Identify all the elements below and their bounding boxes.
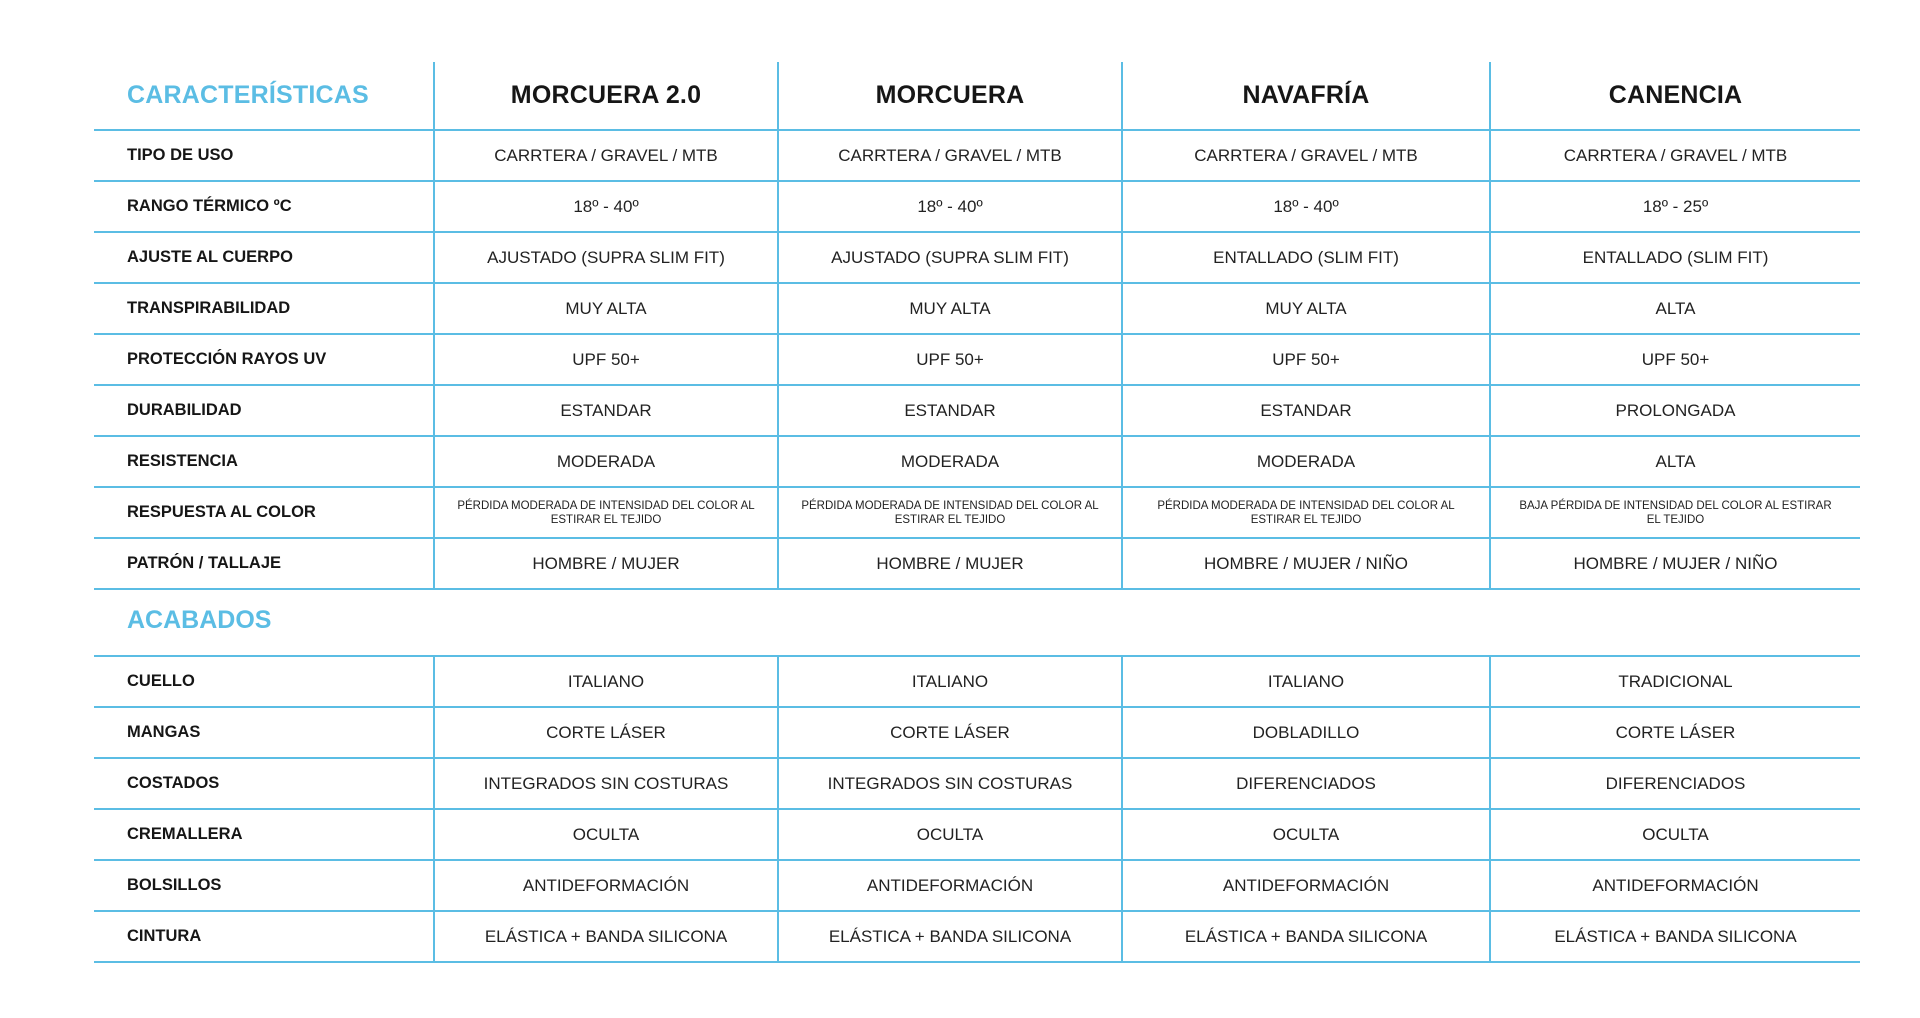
row-label: CREMALLERA	[94, 809, 434, 860]
table-cell: UPF 50+	[1490, 334, 1860, 385]
table-cell: MODERADA	[778, 436, 1122, 487]
table-cell: ESTANDAR	[778, 385, 1122, 436]
table-cell: ELÁSTICA + BANDA SILICONA	[1122, 911, 1490, 962]
row-label: TIPO DE USO	[94, 130, 434, 181]
row-label: CINTURA	[94, 911, 434, 962]
table-cell: CORTE LÁSER	[434, 707, 778, 758]
table-cell: 18º - 40º	[1122, 181, 1490, 232]
product-header-morcuera-2: MORCUERA 2.0	[434, 62, 778, 130]
table-cell: HOMBRE / MUJER / NIÑO	[1490, 538, 1860, 589]
table-cell: ANTIDEFORMACIÓN	[1490, 860, 1860, 911]
table-row	[94, 130, 1860, 181]
table-cell: OCULTA	[1122, 809, 1490, 860]
table-cell: ENTALLADO (SLIM FIT)	[1122, 232, 1490, 283]
table-cell: MODERADA	[434, 436, 778, 487]
table-row	[94, 809, 1860, 860]
product-header-canencia: CANENCIA	[1490, 62, 1860, 130]
table-cell: UPF 50+	[434, 334, 778, 385]
row-label: BOLSILLOS	[94, 860, 434, 911]
table-cell: ANTIDEFORMACIÓN	[1122, 860, 1490, 911]
row-label: RESPUESTA AL COLOR	[94, 487, 434, 538]
table-cell: MODERADA	[1122, 436, 1490, 487]
table-cell: PÉRDIDA MODERADA DE INTENSIDAD DEL COLOR AL ESTIRAR EL TEJIDO	[434, 487, 778, 538]
row-label: DURABILIDAD	[94, 385, 434, 436]
table-cell: CARRTERA / GRAVEL / MTB	[1490, 130, 1860, 181]
table-cell: CORTE LÁSER	[778, 707, 1122, 758]
table-cell: ELÁSTICA + BANDA SILICONA	[778, 911, 1122, 962]
table-cell: CARRTERA / GRAVEL / MTB	[1122, 130, 1490, 181]
acabados-title: ACABADOS	[127, 606, 272, 634]
table-cell: CARRTERA / GRAVEL / MTB	[778, 130, 1122, 181]
table-row	[94, 385, 1860, 436]
table-cell: HOMBRE / MUJER / NIÑO	[1122, 538, 1490, 589]
table-cell: MUY ALTA	[778, 283, 1122, 334]
table-cell: ESTANDAR	[1122, 385, 1490, 436]
table-cell: ALTA	[1490, 436, 1860, 487]
caracteristicas-title: CARACTERÍSTICAS	[94, 62, 434, 130]
table-cell: TRADICIONAL	[1490, 657, 1860, 707]
table-cell: CARRTERA / GRAVEL / MTB	[434, 130, 778, 181]
table-cell: ANTIDEFORMACIÓN	[434, 860, 778, 911]
table-row	[94, 538, 1860, 589]
table-cell: OCULTA	[434, 809, 778, 860]
table-row	[94, 436, 1860, 487]
table-cell: ITALIANO	[1122, 657, 1490, 707]
table-cell: ELÁSTICA + BANDA SILICONA	[1490, 911, 1860, 962]
table-cell: CORTE LÁSER	[1490, 707, 1860, 758]
table-cell: DOBLADILLO	[1122, 707, 1490, 758]
table-cell: HOMBRE / MUJER	[434, 538, 778, 589]
table-row	[94, 283, 1860, 334]
row-label: RESISTENCIA	[94, 436, 434, 487]
table-row	[94, 181, 1860, 232]
table-row	[94, 487, 1860, 538]
row-label: PATRÓN / TALLAJE	[94, 538, 434, 589]
row-label: COSTADOS	[94, 758, 434, 809]
table-row	[94, 758, 1860, 809]
table-cell: ELÁSTICA + BANDA SILICONA	[434, 911, 778, 962]
table-cell: MUY ALTA	[434, 283, 778, 334]
row-label: PROTECCIÓN RAYOS UV	[94, 334, 434, 385]
table-row	[94, 334, 1860, 385]
table-cell: UPF 50+	[778, 334, 1122, 385]
row-label: RANGO TÉRMICO ºC	[94, 181, 434, 232]
acabados-table	[94, 657, 1860, 963]
table-row	[94, 707, 1860, 758]
table-cell: INTEGRADOS SIN COSTURAS	[434, 758, 778, 809]
row-label: TRANSPIRABILIDAD	[94, 283, 434, 334]
table-cell: DIFERENCIADOS	[1122, 758, 1490, 809]
table-cell: ENTALLADO (SLIM FIT)	[1490, 232, 1860, 283]
table-row	[94, 232, 1860, 283]
row-label: AJUSTE AL CUERPO	[94, 232, 434, 283]
table-row	[94, 657, 1860, 707]
table-cell: MUY ALTA	[1122, 283, 1490, 334]
header-row	[94, 62, 1860, 130]
table-cell: AJUSTADO (SUPRA SLIM FIT)	[778, 232, 1122, 283]
table-cell: 18º - 25º	[1490, 181, 1860, 232]
row-label: MANGAS	[94, 707, 434, 758]
product-header-morcuera: MORCUERA	[778, 62, 1122, 130]
table-cell: 18º - 40º	[778, 181, 1122, 232]
table-cell: OCULTA	[1490, 809, 1860, 860]
table-cell: PÉRDIDA MODERADA DE INTENSIDAD DEL COLOR AL ESTIRAR EL TEJIDO	[778, 487, 1122, 538]
table-cell: ITALIANO	[778, 657, 1122, 707]
table-cell: HOMBRE / MUJER	[778, 538, 1122, 589]
table-row	[94, 860, 1860, 911]
table-cell: UPF 50+	[1122, 334, 1490, 385]
table-cell: PROLONGADA	[1490, 385, 1860, 436]
row-label: CUELLO	[94, 657, 434, 707]
table-cell: ESTANDAR	[434, 385, 778, 436]
table-cell: INTEGRADOS SIN COSTURAS	[778, 758, 1122, 809]
table-cell: ALTA	[1490, 283, 1860, 334]
table-cell: DIFERENCIADOS	[1490, 758, 1860, 809]
table-cell: 18º - 40º	[434, 181, 778, 232]
table-cell: BAJA PÉRDIDA DE INTENSIDAD DEL COLOR AL ESTIRAR EL TEJIDO	[1490, 487, 1860, 538]
table-row	[94, 911, 1860, 962]
product-header-navafria: NAVAFRÍA	[1122, 62, 1490, 130]
caracteristicas-table	[94, 62, 1860, 590]
table-cell: PÉRDIDA MODERADA DE INTENSIDAD DEL COLOR AL ESTIRAR EL TEJIDO	[1122, 487, 1490, 538]
table-cell: AJUSTADO (SUPRA SLIM FIT)	[434, 232, 778, 283]
table-cell: ANTIDEFORMACIÓN	[778, 860, 1122, 911]
table-cell: ITALIANO	[434, 657, 778, 707]
table-cell: OCULTA	[778, 809, 1122, 860]
